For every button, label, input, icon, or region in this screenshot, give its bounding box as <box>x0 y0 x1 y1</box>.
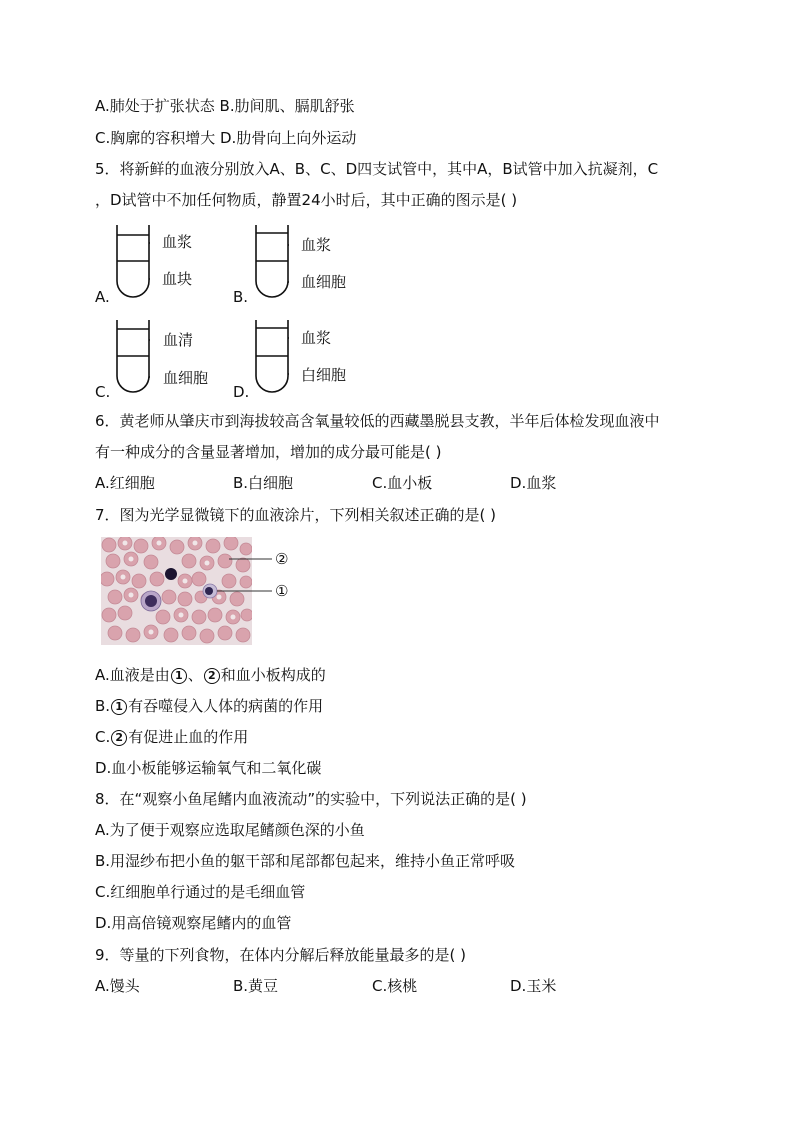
circled-1-marker: 1 <box>171 668 187 684</box>
test-tube-d <box>255 320 289 396</box>
tube-a-bottom-label: 血块 <box>162 270 193 288</box>
q5-stem-line2: ，D试管中不加任何物质，静置24小时后，其中正确的图示是( ) <box>95 191 518 209</box>
q7-option-c-letter: C. <box>95 728 111 746</box>
q8-option-a: A.为了便于观察应选取尾鳍颜色深的小鱼 <box>95 821 365 839</box>
q7-option-a-text-end: 和血小板构成的 <box>220 666 326 684</box>
q8-option-c: C.红细胞单行通过的是毛细血管 <box>95 883 306 901</box>
tube-b-top-label: 血浆 <box>301 236 332 254</box>
q6-stem-line2: 有一种成分的含量显著增加，增加的成分最可能是( ) <box>95 443 442 461</box>
test-tube-a <box>116 225 150 301</box>
q8-option-d: D.用高倍镜观察尾鳍内的血管 <box>95 914 292 932</box>
test-tube-b <box>255 225 289 301</box>
q6-option-b: B.白细胞 <box>233 474 294 492</box>
q7-option-b <box>95 696 323 716</box>
tube-a-letter: A. <box>95 288 110 306</box>
tube-d-top-label: 血浆 <box>301 329 332 347</box>
tube-b-letter: B. <box>233 288 249 306</box>
q7-option-b-letter: B. <box>95 697 111 715</box>
q7-option-a <box>95 665 326 685</box>
tube-c-letter: C. <box>95 383 111 401</box>
blood-smear-micrograph <box>101 537 252 645</box>
tube-c-top-label: 血清 <box>163 331 194 349</box>
q6-option-d: D.血浆 <box>510 474 557 492</box>
circled-1-marker: 1 <box>111 699 127 715</box>
q7-option-c <box>95 727 248 747</box>
test-tube-c <box>116 320 150 396</box>
tube-d-letter: D. <box>233 383 250 401</box>
tube-c-bottom-label: 血细胞 <box>163 369 209 387</box>
q9-option-c: C.核桃 <box>372 977 418 995</box>
q7-stem: 7．图为光学显微镜下的血液涂片，下列相关叙述正确的是( ) <box>95 506 497 524</box>
q7-option-d: D.血小板能够运输氧气和二氧化碳 <box>95 759 322 777</box>
circled-2-marker: 2 <box>204 668 220 684</box>
q4-options-ab: A.肺处于扩张状态 B.肋间肌、膈肌舒张 <box>95 97 355 115</box>
micrograph-label-1: ① <box>275 582 289 600</box>
q9-option-b: B.黄豆 <box>233 977 279 995</box>
q9-option-d: D.玉米 <box>510 977 557 995</box>
micrograph-label-2: ② <box>275 550 289 568</box>
q6-stem-line1: 6．黄老师从肇庆市到海拔较高含氧量较低的西藏墨脱县支教，半年后体检发现血液中 <box>95 412 660 430</box>
q9-option-a: A.馒头 <box>95 977 140 995</box>
q7-option-a-separator: 、 <box>187 666 203 684</box>
q9-stem: 9．等量的下列食物，在体内分解后释放能量最多的是( ) <box>95 946 467 964</box>
q6-option-a: A.红细胞 <box>95 474 155 492</box>
tube-b-bottom-label: 血细胞 <box>301 273 347 291</box>
circled-2-marker: 2 <box>111 730 127 746</box>
q8-option-b: B.用湿纱布把小鱼的躯干部和尾部都包起来，维持小鱼正常呼吸 <box>95 852 516 870</box>
q6-option-c: C.血小板 <box>372 474 433 492</box>
q7-option-a-text-start: A.血液是由 <box>95 666 170 684</box>
q5-stem-line1: 5．将新鲜的血液分别放入A、B、C、D四支试管中，其中A，B试管中加入抗凝剂，C <box>95 160 659 178</box>
tube-a-top-label: 血浆 <box>162 233 193 251</box>
q7-option-c-text: 有促进止血的作用 <box>128 728 249 746</box>
micrograph-pointer-lines <box>252 553 274 593</box>
q8-stem: 8．在“观察小鱼尾鳍内血液流动”的实验中，下列说法正确的是( ) <box>95 790 527 808</box>
q7-option-b-text: 有吞噬侵入人体的病菌的作用 <box>128 697 324 715</box>
q4-options-cd: C.胸廓的容积增大 D.肋骨向上向外运动 <box>95 129 357 147</box>
tube-d-bottom-label: 白细胞 <box>301 366 347 384</box>
